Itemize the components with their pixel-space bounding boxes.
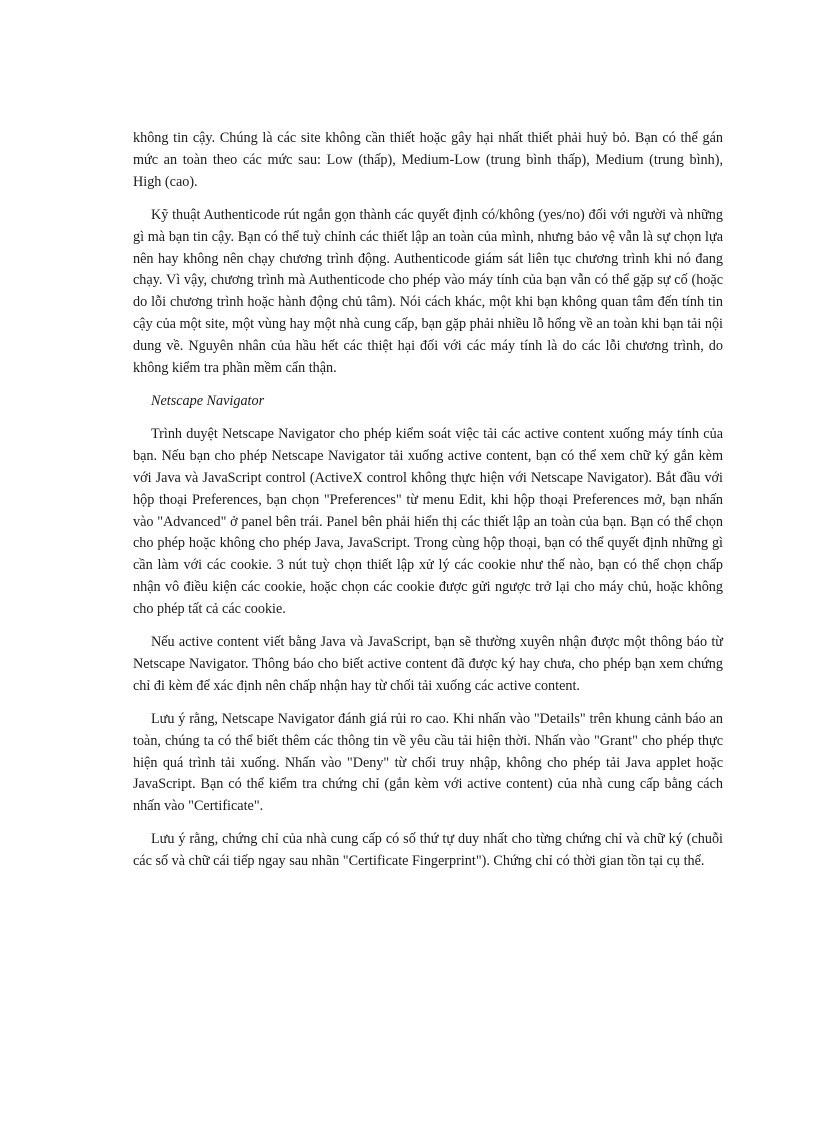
document-page [133,128,723,884]
paragraph-java-notification: Nếu active content viết bằng Java và JavaScript, bạn sẽ thường xuyên nhận được một thông báo từ Netscape Navigator. Thông báo cho biết active content đã được ký hay chưa, cho phép bạn xem chứng chỉ đi kèm để xác định nên chấp nhận hay từ chối tải xuống các active content. [133,634,723,694]
paragraph-netscape-preferences: Trình duyệt Netscape Navigator cho phép kiểm soát việc tải các active content xuống máy tính của bạn. Nếu bạn cho phép Netscape Navigator tải xuống active content, bạn có thể xem chữ ký gắn kèm với Java và JavaScript control (ActiveX control không thực hiện với Netscape Navigator). Bắt đầu với hộp thoại Preferences, bạn chọn "Preferences" từ menu Edit, khi hộp thoại Preferences mở, bạn nhấn vào "Advanced" ở panel bên trái. Panel bên phải hiển thị các thiết lập an toàn của bạn. Bạn có thể chọn cho phép hoặc không cho phép Java, JavaScript. Trong cùng hộp thoại, bạn có thể quyết định những gì cần làm với các cookie. 3 nút tuỳ chọn thiết lập xử lý các cookie như thế nào, bạn có thể chọn chấp nhận vô điều kiện các cookie, hoặc chọn các cookie được gửi ngược trở lại cho máy chủ, hoặc không cho phép tất cả các cookie. [133,425,723,618]
section-heading-netscape-navigator: Netscape Navigator [151,392,265,409]
paragraph-risk-assessment: Lưu ý rằng, Netscape Navigator đánh giá rủi ro cao. Khi nhấn vào "Details" trên khung cảnh báo an toàn, chúng ta có thể biết thêm các thông tin về yêu cầu tải hiện thời. Nhấn vào "Grant" cho phép thực hiện quá trình tải xuống. Nhấn vào "Deny" từ chối truy nhập, không cho phép tải Java applet hoặc JavaScript. Bạn có thể kiểm tra chứng chỉ (gắn kèm với active content) của nhà cung cấp bằng cách nhấn vào "Certificate". [133,710,723,815]
paragraph-certificate-fingerprint: Lưu ý rằng, chứng chỉ của nhà cung cấp có số thứ tự duy nhất cho từng chứng chỉ và chữ ký (chuỗi các số và chữ cái tiếp ngay sau nhãn "Certificate Fingerprint"). Chứng chỉ có thời gian tồn tại cụ thể. [133,831,723,870]
paragraph-authenticode: Kỹ thuật Authenticode rút ngắn gọn thành các quyết định có/không (yes/no) đối với người và những gì mà bạn tin cậy. Bạn có thể tuỳ chỉnh các thiết lập an toàn của mình, nhưng bảo vệ vẫn là sự chọn lựa nên hay không nên chạy chương trình động. Authenticode giám sát liên tục chương trình khi nó đang chạy. Vì vậy, chương trình mà Authenticode cho phép vào máy tính của bạn vẫn có thể gặp sự cố (hoặc do lỗi chương trình hoặc hành động chủ tâm). Nói cách khác, một khi bạn không quan tâm đến tính tin cậy của một site, một vùng hay một nhà cung cấp, bạn gặp phải nhiều lỗ hổng về an toàn khi bạn tải nội dung về. Nguyên nhân của hầu hết các thiệt hại đối với các máy tính là do các lỗi chương trình, do không kiểm tra phần mềm cẩn thận. [133,206,723,377]
paragraph-security-levels: không tin cậy. Chúng là các site không cần thiết hoặc gây hại nhất thiết phải huỷ bỏ. Bạn có thể gán mức an toàn theo các mức sau: Low (thấp), Medium-Low (trung bình thấp), Medium (trung bình), High (cao). [133,130,723,190]
